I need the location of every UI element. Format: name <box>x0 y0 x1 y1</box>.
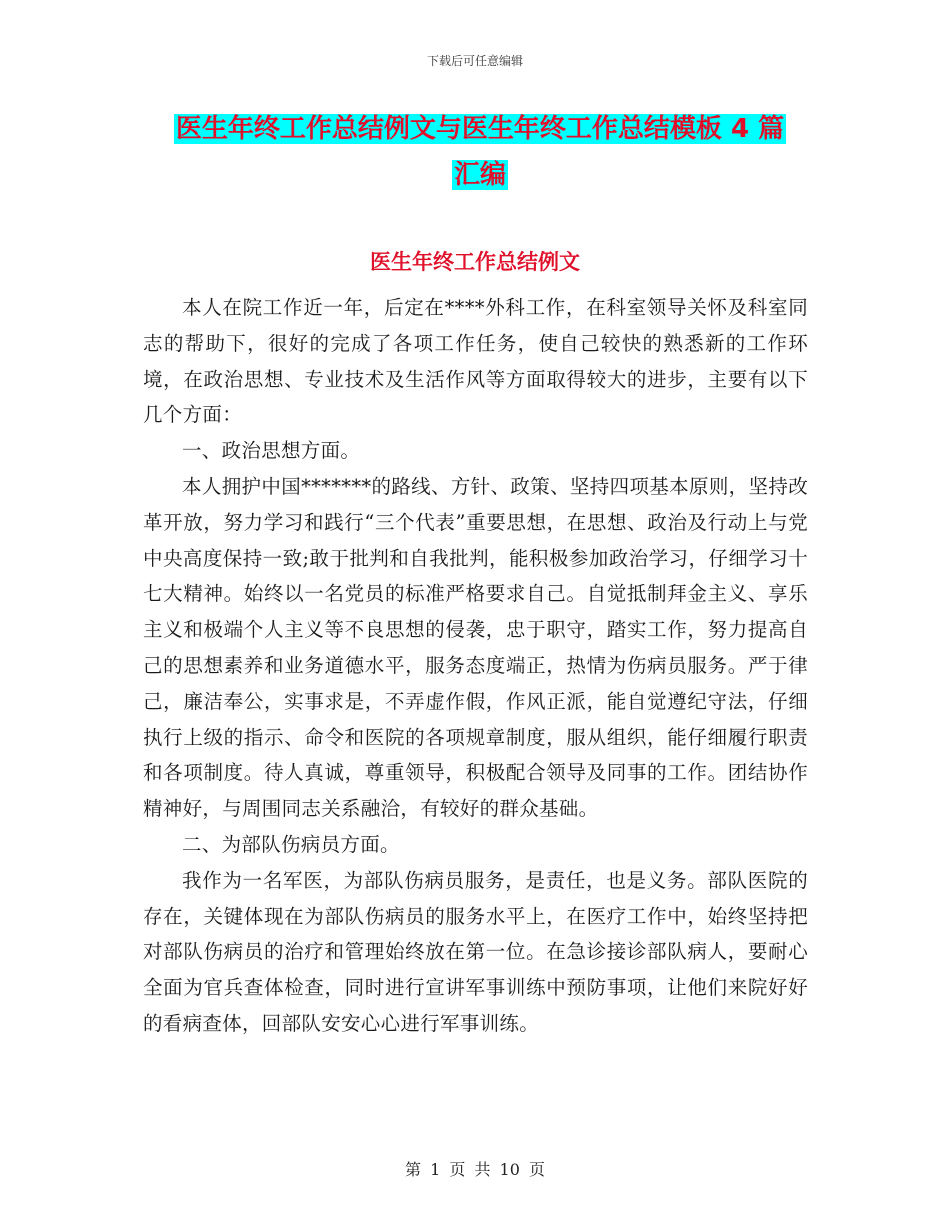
page-header-note: 下载后可任意编辑 <box>426 54 523 68</box>
heading-political: 一、政治思想方面。 <box>182 439 361 463</box>
page-number-footer: 第 1 页 共 10 页 <box>405 1160 545 1179</box>
section-title: 医生年终工作总结例文 <box>370 250 580 274</box>
paragraph-service: 我作为一名军医，为部队伤病员服务，是责任，也是义务。部队医院的存在，关键体现在为部队伤病员的服务水平上，在医疗工作中，始终坚持把对部队伤病员的治疗和管理始终放在第一位。在急诊接诊部队病人，要耐心全面为官兵查体检查，同时进行宣讲军事训练中预防事项，让他们来院好好的看病查体，回部队安安心心进行军事训练。 <box>143 868 808 1035</box>
paragraph-political: 本人拥护中国*******的路线、方针、政策、坚持四项基本原则，坚持改革开放，努力学习和践行“三个代表”重要思想，在思想、政治及行动上与党中央高度保持一致;敢于批判和自我批判，能积极参加政治学习，仔细学习十七大精神。始终以一名党员的标准严格要求自己。自觉抵制拜金主义、享乐主义和极端个人主义等不良思想的侵袭，忠于职守，踏实工作，努力提高自己的思想素养和业务道德水平，服务态度端正，热情为伤病员服务。严于律己，廉洁奉公，实事求是，不弄虚作假，作风正派，能自觉遵纪守法，仔细执行上级的指示、命令和医院的各项规章制度，服从组织，能仔细履行职责和各项制度。待人真诚，尊重领导，积极配合领导及同事的工作。团结协作精神好，与周围同志关系融洽，有较好的群众基础。 <box>143 474 808 821</box>
paragraph-intro: 本人在院工作近一年，后定在****外科工作，在科室领导关怀及科室同志的帮助下，很好的完成了各项工作任务，使自己较快的熟悉新的工作环境，在政治思想、专业技术及生活作风等方面取得较大的进步，主要有以下几个方面： <box>143 296 808 427</box>
body-text <box>143 290 808 1042</box>
document-title <box>150 106 810 198</box>
heading-service: 二、为部队伤病员方面。 <box>182 832 400 856</box>
document-title-line2: 汇编 <box>453 160 506 190</box>
document-title-line1: 医生年终工作总结例文与医生年终工作总结模板 4 篇 <box>175 114 785 144</box>
